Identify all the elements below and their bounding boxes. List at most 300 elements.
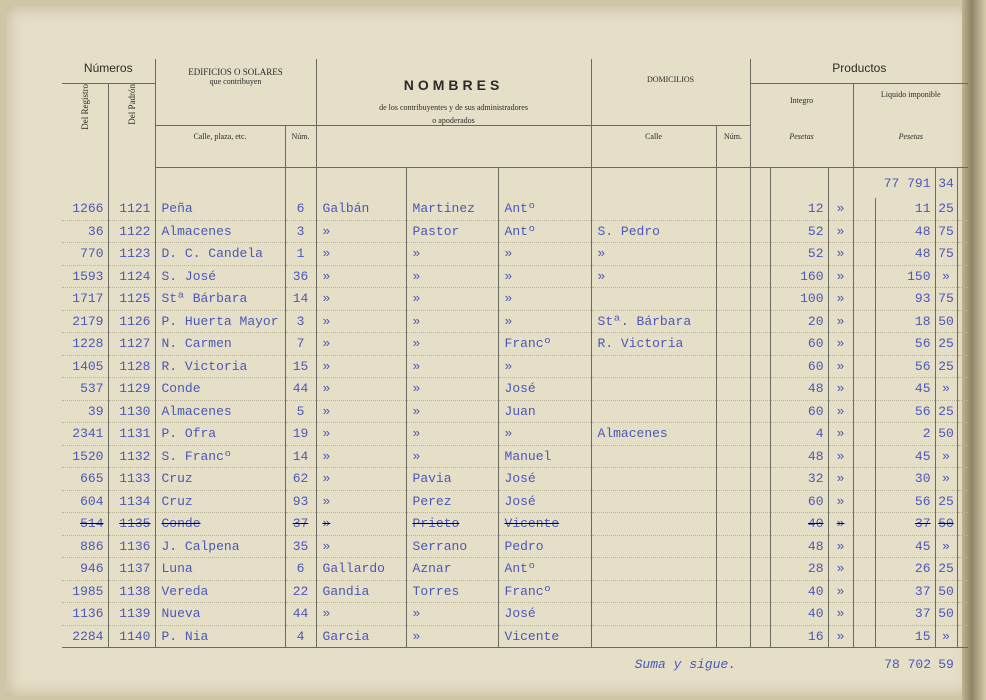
calle-plaza-header: Calle, plaza, etc. — [155, 126, 285, 168]
ledger-row — [62, 198, 968, 220]
street-name: Vereda — [155, 580, 285, 603]
ledger-row — [62, 580, 968, 603]
padron-number: 1126 — [108, 310, 155, 333]
registro-number: 886 — [62, 535, 108, 558]
registro-number: 39 — [62, 400, 108, 423]
street-name: Conde — [155, 378, 285, 401]
integro-pesetas: 4 — [770, 423, 828, 446]
spacer-cell — [853, 220, 875, 243]
domicile-street — [591, 625, 716, 648]
liquido-cents: » — [935, 378, 957, 401]
liquido-cents: » — [935, 265, 957, 288]
integro-cents: » — [828, 580, 853, 603]
domicile-number — [716, 535, 750, 558]
spacer-cell — [750, 625, 770, 648]
ledger-row — [62, 490, 968, 513]
ledger-row — [62, 288, 968, 311]
street-number: 19 — [285, 423, 316, 446]
domicile-street: Almacenes — [591, 423, 716, 446]
liquido-cents: 75 — [935, 243, 957, 266]
domicile-street: S. Pedro — [591, 220, 716, 243]
integro-pesetas: 60 — [770, 490, 828, 513]
surname-2: Pastor — [406, 220, 498, 243]
dom-calle-header: Calle — [591, 126, 716, 168]
spacer-cell — [750, 288, 770, 311]
surname-2: » — [406, 445, 498, 468]
spacer-cell — [750, 265, 770, 288]
spacer-cell — [750, 558, 770, 581]
surname-2: » — [406, 333, 498, 356]
num-header: Núm. — [285, 126, 316, 168]
domicile-street — [591, 490, 716, 513]
padron-number: 1140 — [108, 625, 155, 648]
edificios-header: EDIFICIOS O SOLARES que contribuyen — [155, 59, 316, 126]
surname-2: » — [406, 265, 498, 288]
spacer-cell — [750, 310, 770, 333]
liquido-pesetas: 37 — [875, 580, 935, 603]
surname-2: Serrano — [406, 535, 498, 558]
domicile-number — [716, 490, 750, 513]
spacer-cell — [750, 423, 770, 446]
spacer-cell — [957, 445, 968, 468]
liquido-cents: 50 — [935, 580, 957, 603]
registro-number: 2341 — [62, 423, 108, 446]
liquido-pesetas: 37 — [875, 513, 935, 536]
padron-number: 1135 — [108, 513, 155, 536]
spacer-cell — [853, 625, 875, 648]
street-number: 5 — [285, 400, 316, 423]
ledger-row — [62, 265, 968, 288]
street-name: Peña — [155, 198, 285, 220]
street-name: Almacenes — [155, 400, 285, 423]
surname-1: » — [316, 400, 406, 423]
spacer-cell — [957, 220, 968, 243]
domicile-number — [716, 333, 750, 356]
liquido-pesetas: 56 — [875, 333, 935, 356]
registro-number: 514 — [62, 513, 108, 536]
dom-num-header: Núm. — [716, 126, 750, 168]
street-name: P. Nia — [155, 625, 285, 648]
domicile-number — [716, 220, 750, 243]
domicile-street — [591, 535, 716, 558]
domicile-number — [716, 580, 750, 603]
domicilios-header: DOMICILIOS — [591, 59, 750, 126]
liquido-cents: » — [935, 535, 957, 558]
ledger-table — [62, 59, 968, 680]
domicile-number — [716, 265, 750, 288]
integro-pesetas: 100 — [770, 288, 828, 311]
domicile-street: » — [591, 243, 716, 266]
street-number: 6 — [285, 198, 316, 220]
liquido-pesetas: 56 — [875, 355, 935, 378]
numeros-header: Números — [62, 59, 155, 83]
carry-over-row — [62, 168, 968, 199]
given-name: » — [498, 243, 591, 266]
spacer-cell — [750, 513, 770, 536]
integro-header: Integro — [750, 83, 853, 126]
spacer-cell — [957, 468, 968, 491]
street-number: 44 — [285, 603, 316, 626]
padron-number: 1130 — [108, 400, 155, 423]
integro-pesetas: 48 — [770, 535, 828, 558]
surname-2: Prieto — [406, 513, 498, 536]
domicile-number — [716, 310, 750, 333]
given-name: Juan — [498, 400, 591, 423]
liquido-pesetas: 30 — [875, 468, 935, 491]
spacer-cell — [957, 535, 968, 558]
ledger-row — [62, 535, 968, 558]
domicile-number — [716, 558, 750, 581]
integro-cents: » — [828, 378, 853, 401]
domicile-street: Stª. Bárbara — [591, 310, 716, 333]
liquido-cents: 50 — [935, 513, 957, 536]
spacer-cell — [750, 378, 770, 401]
surname-2: Torres — [406, 580, 498, 603]
spacer-cell — [853, 535, 875, 558]
integro-cents: » — [828, 333, 853, 356]
street-number: 14 — [285, 445, 316, 468]
registro-number: 1405 — [62, 355, 108, 378]
pesetas-liquido-header: Pesetas — [853, 126, 968, 168]
integro-cents: » — [828, 423, 853, 446]
spacer-cell — [853, 490, 875, 513]
padron-number: 1136 — [108, 535, 155, 558]
liquido-cents: 75 — [935, 220, 957, 243]
surname-2: » — [406, 603, 498, 626]
integro-pesetas: 60 — [770, 400, 828, 423]
liquido-cents: 25 — [935, 333, 957, 356]
spacer-cell — [957, 265, 968, 288]
registro-number: 604 — [62, 490, 108, 513]
padron-number: 1123 — [108, 243, 155, 266]
liquido-pesetas: 93 — [875, 288, 935, 311]
domicile-street — [591, 355, 716, 378]
liquido-pesetas: 11 — [875, 198, 935, 220]
registro-number: 537 — [62, 378, 108, 401]
spacer-cell — [853, 378, 875, 401]
spacer-cell — [853, 400, 875, 423]
padron-number: 1125 — [108, 288, 155, 311]
street-number: 6 — [285, 558, 316, 581]
ledger-row — [62, 513, 968, 536]
integro-cents: » — [828, 513, 853, 536]
surname-1: » — [316, 310, 406, 333]
integro-cents: » — [828, 355, 853, 378]
street-number: 4 — [285, 625, 316, 648]
liquido-cents: 25 — [935, 558, 957, 581]
spacer-cell — [957, 625, 968, 648]
padron-number: 1132 — [108, 445, 155, 468]
spacer-cell — [853, 558, 875, 581]
domicile-number — [716, 423, 750, 446]
domicile-street — [591, 198, 716, 220]
spacer-cell — [957, 603, 968, 626]
ledger-row — [62, 243, 968, 266]
liquido-cents: 25 — [935, 355, 957, 378]
spacer-cell — [957, 333, 968, 356]
integro-pesetas: 48 — [770, 378, 828, 401]
liquido-cents: 50 — [935, 423, 957, 446]
domicile-street — [591, 378, 716, 401]
domicile-street — [591, 468, 716, 491]
registro-number: 2179 — [62, 310, 108, 333]
street-number: 62 — [285, 468, 316, 491]
liquido-pesetas: 18 — [875, 310, 935, 333]
surname-2: » — [406, 423, 498, 446]
given-name: » — [498, 423, 591, 446]
liquido-cents: 50 — [935, 310, 957, 333]
footer-row — [62, 648, 968, 681]
integro-pesetas: 40 — [770, 580, 828, 603]
total-cents: 59 — [935, 648, 957, 681]
spacer-cell — [750, 535, 770, 558]
surname-1: » — [316, 490, 406, 513]
street-name: J. Calpena — [155, 535, 285, 558]
surname-2: » — [406, 378, 498, 401]
surname-2: » — [406, 355, 498, 378]
registro-number: 36 — [62, 220, 108, 243]
suma-y-sigue: Suma y sigue. — [62, 648, 750, 681]
spacer-cell — [750, 243, 770, 266]
spacer-cell — [853, 310, 875, 333]
given-name: José — [498, 468, 591, 491]
liquido-pesetas: 56 — [875, 400, 935, 423]
domicile-number — [716, 355, 750, 378]
liquido-pesetas: 2 — [875, 423, 935, 446]
integro-cents: » — [828, 310, 853, 333]
given-name: » — [498, 265, 591, 288]
liquido-cents: 25 — [935, 400, 957, 423]
registro-header: Del Registro — [62, 83, 108, 168]
integro-pesetas: 160 — [770, 265, 828, 288]
spacer-cell — [853, 198, 875, 220]
registro-number: 665 — [62, 468, 108, 491]
integro-cents: » — [828, 243, 853, 266]
spacer-cell — [750, 333, 770, 356]
given-name: Manuel — [498, 445, 591, 468]
street-name: N. Carmen — [155, 333, 285, 356]
padron-number: 1124 — [108, 265, 155, 288]
given-name: José — [498, 603, 591, 626]
spacer-cell — [853, 468, 875, 491]
liquido-cents: 50 — [935, 603, 957, 626]
integro-pesetas: 52 — [770, 220, 828, 243]
spacer-cell — [957, 490, 968, 513]
registro-number: 770 — [62, 243, 108, 266]
integro-cents: » — [828, 220, 853, 243]
street-number: 93 — [285, 490, 316, 513]
integro-cents: » — [828, 445, 853, 468]
integro-pesetas: 60 — [770, 333, 828, 356]
given-name: » — [498, 310, 591, 333]
integro-pesetas: 52 — [770, 243, 828, 266]
domicile-number — [716, 445, 750, 468]
surname-2: » — [406, 243, 498, 266]
integro-pesetas: 20 — [770, 310, 828, 333]
liquido-cents: 25 — [935, 198, 957, 220]
integro-cents: » — [828, 198, 853, 220]
padron-number: 1138 — [108, 580, 155, 603]
registro-number: 1593 — [62, 265, 108, 288]
liquido-pesetas: 150 — [875, 265, 935, 288]
padron-number: 1127 — [108, 333, 155, 356]
spacer-cell — [853, 243, 875, 266]
padron-number: 1129 — [108, 378, 155, 401]
liquido-cents: 25 — [935, 490, 957, 513]
ledger-row — [62, 603, 968, 626]
surname-1: » — [316, 265, 406, 288]
spacer-cell — [957, 513, 968, 536]
surname-2: Perez — [406, 490, 498, 513]
street-name: D. C. Candela — [155, 243, 285, 266]
surname-1: » — [316, 535, 406, 558]
street-name: Cruz — [155, 468, 285, 491]
registro-number: 2284 — [62, 625, 108, 648]
surname-1: » — [316, 603, 406, 626]
ledger-row — [62, 445, 968, 468]
padron-number: 1134 — [108, 490, 155, 513]
spacer-cell — [957, 198, 968, 220]
domicile-street — [591, 513, 716, 536]
ledger-row — [62, 378, 968, 401]
street-number: 44 — [285, 378, 316, 401]
surname-1: » — [316, 220, 406, 243]
surname-1: Galbán — [316, 198, 406, 220]
spacer-cell — [853, 355, 875, 378]
integro-pesetas: 32 — [770, 468, 828, 491]
surname-2: » — [406, 400, 498, 423]
integro-cents: » — [828, 625, 853, 648]
street-number: 36 — [285, 265, 316, 288]
spacer-cell — [853, 513, 875, 536]
spacer-cell — [750, 603, 770, 626]
street-number: 22 — [285, 580, 316, 603]
street-number: 3 — [285, 310, 316, 333]
surname-2: Aznar — [406, 558, 498, 581]
given-name: José — [498, 490, 591, 513]
spacer-cell — [853, 288, 875, 311]
spacer-cell — [750, 580, 770, 603]
integro-pesetas: 16 — [770, 625, 828, 648]
ledger-row — [62, 625, 968, 648]
spacer-cell — [957, 310, 968, 333]
integro-pesetas: 40 — [770, 513, 828, 536]
spacer-cell — [957, 288, 968, 311]
given-name: José — [498, 378, 591, 401]
integro-cents: » — [828, 490, 853, 513]
surname-1: » — [316, 468, 406, 491]
liquido-pesetas: 48 — [875, 243, 935, 266]
ledger-row — [62, 558, 968, 581]
carry-over-pesetas: 77 791 — [853, 168, 935, 199]
liquido-pesetas: 15 — [875, 625, 935, 648]
street-number: 35 — [285, 535, 316, 558]
street-name: P. Huerta Mayor — [155, 310, 285, 333]
productos-header: Productos — [750, 59, 968, 83]
given-name: Antº — [498, 220, 591, 243]
domicile-street — [591, 580, 716, 603]
spacer-cell — [957, 558, 968, 581]
nombres-columns — [316, 126, 591, 168]
padron-number: 1122 — [108, 220, 155, 243]
registro-number: 1985 — [62, 580, 108, 603]
spacer-cell — [957, 400, 968, 423]
integro-cents: » — [828, 535, 853, 558]
spacer-cell — [853, 445, 875, 468]
ledger-row — [62, 423, 968, 446]
domicile-street — [591, 445, 716, 468]
street-number: 1 — [285, 243, 316, 266]
integro-cents: » — [828, 558, 853, 581]
ledger-row — [62, 333, 968, 356]
domicile-street: R. Victoria — [591, 333, 716, 356]
registro-number: 1520 — [62, 445, 108, 468]
liquido-cents: » — [935, 625, 957, 648]
spacer-cell — [957, 355, 968, 378]
ledger-row — [62, 220, 968, 243]
surname-1: » — [316, 355, 406, 378]
given-name: Pedro — [498, 535, 591, 558]
street-name: Conde — [155, 513, 285, 536]
domicile-street — [591, 603, 716, 626]
street-number: 14 — [285, 288, 316, 311]
surname-1: » — [316, 378, 406, 401]
spacer-cell — [750, 220, 770, 243]
liquido-pesetas: 26 — [875, 558, 935, 581]
padron-number: 1131 — [108, 423, 155, 446]
spacer-cell — [750, 198, 770, 220]
given-name: Antº — [498, 198, 591, 220]
street-name: Cruz — [155, 490, 285, 513]
liquido-pesetas: 45 — [875, 378, 935, 401]
street-name: Stª Bárbara — [155, 288, 285, 311]
surname-2: Martinez — [406, 198, 498, 220]
given-name: Antº — [498, 558, 591, 581]
spacer-cell — [957, 378, 968, 401]
domicile-number — [716, 468, 750, 491]
domicile-number — [716, 288, 750, 311]
spacer-cell — [750, 400, 770, 423]
surname-1: » — [316, 423, 406, 446]
liquido-pesetas: 45 — [875, 535, 935, 558]
street-name: S. Francº — [155, 445, 285, 468]
integro-cents: » — [828, 603, 853, 626]
padron-header: Del Padrón — [108, 83, 155, 168]
street-name: Almacenes — [155, 220, 285, 243]
ledger-row — [62, 400, 968, 423]
domicile-street — [591, 558, 716, 581]
given-name: Francº — [498, 580, 591, 603]
domicile-number — [716, 625, 750, 648]
given-name: Francº — [498, 333, 591, 356]
spacer-cell — [750, 355, 770, 378]
street-name: P. Ofra — [155, 423, 285, 446]
street-number: 7 — [285, 333, 316, 356]
registro-number: 1228 — [62, 333, 108, 356]
surname-2: » — [406, 310, 498, 333]
pesetas-integro-header: Pesetas — [750, 126, 853, 168]
registro-number: 1717 — [62, 288, 108, 311]
surname-2: Pavia — [406, 468, 498, 491]
liquido-cents: » — [935, 468, 957, 491]
surname-1: Gallardo — [316, 558, 406, 581]
liquido-header: Liquido imponible — [880, 89, 941, 99]
integro-cents: » — [828, 468, 853, 491]
street-name: S. José — [155, 265, 285, 288]
integro-cents: » — [828, 265, 853, 288]
registro-number: 1136 — [62, 603, 108, 626]
liquido-pesetas: 45 — [875, 445, 935, 468]
